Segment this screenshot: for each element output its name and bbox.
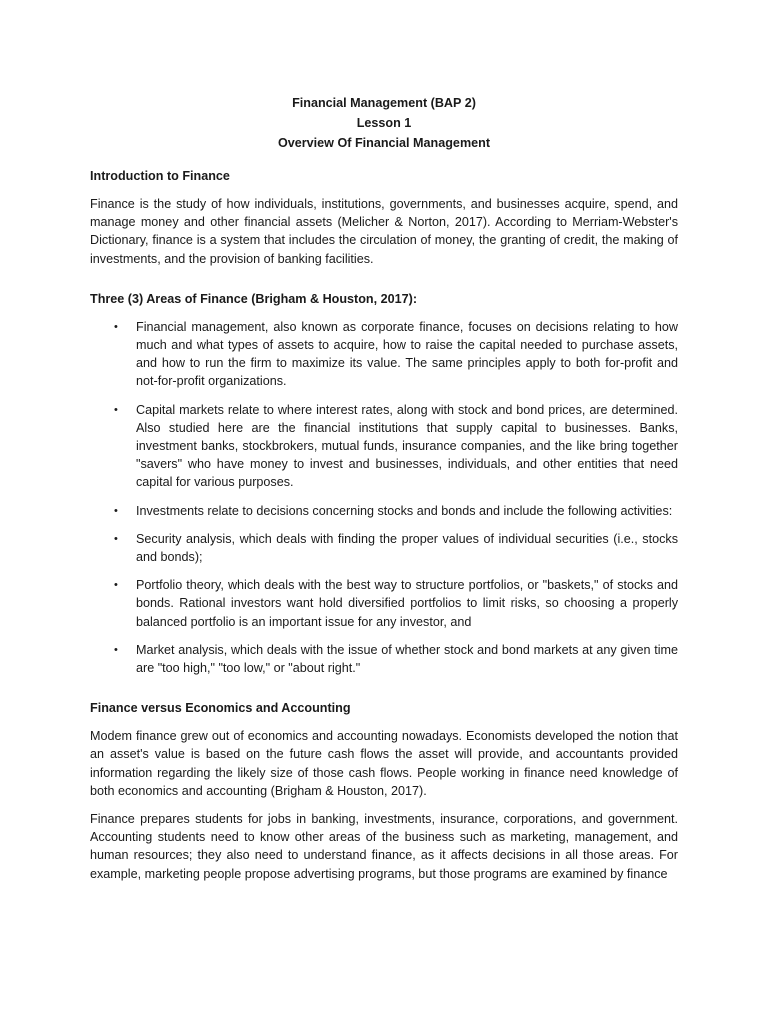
list-item <box>90 530 678 566</box>
bullet-icon: • <box>114 532 118 545</box>
econ-paragraph-2: Finance prepares students for jobs in banking, investments, insurance, corporations, and government. Accounting students need to know other areas of the business such as marketing, management, and human resources; they also need to understand finance, as it affects decisions in all those areas. For example, marketing people propose advertising programs, but those programs are examined by finance <box>90 812 678 881</box>
list-item <box>90 401 678 492</box>
list-item-text: Security analysis, which deals with finding the proper values of individual securities (i.e., stocks and bonds); <box>136 531 678 565</box>
course-title: Financial Management (BAP 2) <box>292 96 476 110</box>
bullet-icon: • <box>114 643 118 656</box>
areas-list <box>90 318 678 677</box>
list-item <box>90 502 678 520</box>
list-item <box>90 576 678 631</box>
bullet-icon: • <box>114 320 118 333</box>
document-title-block <box>90 93 678 153</box>
list-item <box>90 318 678 391</box>
lesson-number: Lesson 1 <box>356 116 412 130</box>
list-item-text: Portfolio theory, which deals with the best way to structure portfolios, or "baskets," of stocks and bonds. Rational investors want hold diversified portfolios to limit risks, so choosing a properly balanced portfolio is an important issue for any investor, and <box>136 578 678 629</box>
list-item <box>90 641 678 677</box>
econ-heading: Finance versus Economics and Accounting <box>90 701 351 716</box>
intro-paragraph: Finance is the study of how individuals, institutions, governments, and businesses acquire, spend, and manage money and other financial assets (Melicher & Norton, 2017). According to Merriam-Webster's Dictionary, finance is a system that includes the circulation of money, the granting of credit, the making of investments, and the provision of banking facilities. <box>90 197 678 266</box>
econ-paragraph-1: Modem finance grew out of economics and accounting nowadays. Economists developed the notion that an asset's value is based on the future cash flows the asset will provide, and accountants provided information regarding the likely size of those cash flows. People working in finance need knowledge of both economics and accounting (Brigham & Houston, 2017). <box>90 729 678 798</box>
list-item-text: Financial management, also known as corporate finance, focuses on decisions relating to how much and what types of assets to acquire, how to raise the capital needed to purchase assets, and how to run the firm to maximize its value. The same principles apply to both for-profit and not-for-profit organizations. <box>136 319 678 389</box>
areas-heading: Three (3) Areas of Finance (Brigham & Houston, 2017): <box>90 291 418 306</box>
bullet-icon: • <box>114 403 118 416</box>
bullet-icon: • <box>114 504 118 517</box>
list-item-text: Capital markets relate to where interest rates, along with stock and bond prices, are determined. Also studied here are the financial institutions that supply capital to businesses. Banks, investment banks, stockbrokers, mutual funds, insurance companies, and the like bring together "savers" who have money to invest and businesses, individuals, and other entities that need capital for various purposes. <box>136 402 678 490</box>
list-item-text: Market analysis, which deals with the issue of whether stock and bond markets at any given time are "too high," "too low," or "about right." <box>136 642 678 676</box>
bullet-icon: • <box>114 579 118 592</box>
intro-heading: Introduction to Finance <box>90 169 230 183</box>
lesson-topic: Overview Of Financial Management <box>277 136 491 150</box>
list-item-text: Investments relate to decisions concerning stocks and bonds and include the following activities: <box>136 503 673 518</box>
